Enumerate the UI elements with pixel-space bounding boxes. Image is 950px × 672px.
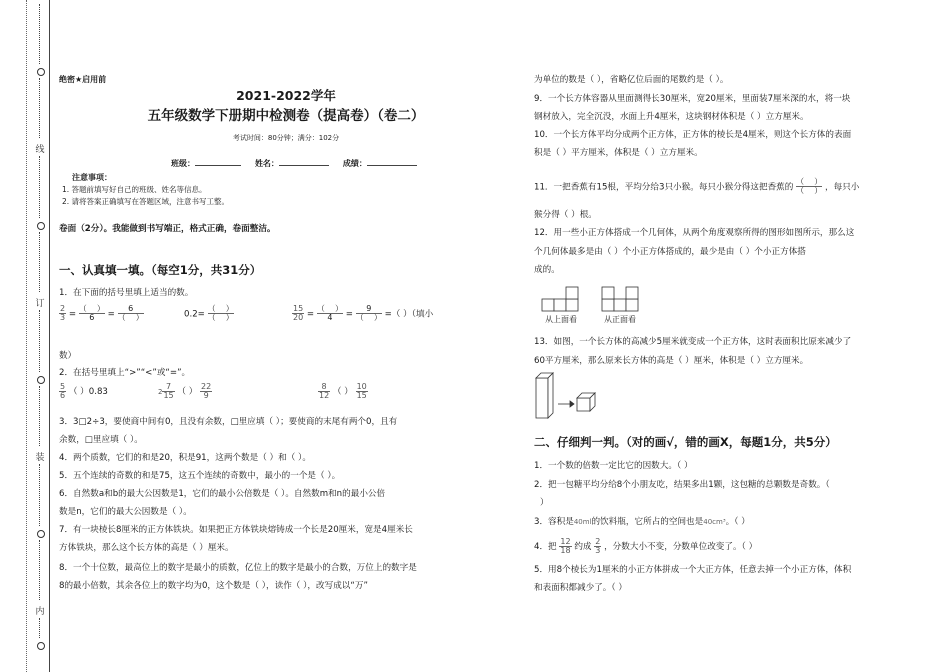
binding-dots <box>39 156 40 218</box>
q13-line1: 13．如图，一个长方体的高减少5厘米就变成一个正方体，这时表面积比原来减少了 <box>534 337 852 347</box>
j2-line1: 2．把一包糖平均分给8个小朋友吃，结果多出1颗，这包糖的总颗数是奇数。（ <box>534 480 830 490</box>
class-field[interactable] <box>195 165 241 166</box>
binding-dots <box>39 540 40 600</box>
q8-continued: 为单位的数是（ ），省略亿位后面的尾数约是（ ）。 <box>534 75 729 85</box>
arrow-icon <box>558 401 574 407</box>
binding-char-inner: 内 <box>35 607 45 617</box>
binding-circle <box>37 530 45 538</box>
exam-info: 考试时间：80分钟；满分：102分 <box>232 134 340 142</box>
j2-line2: ） <box>540 498 549 508</box>
q1-part-a: $\frac{2}{3}$ = （ ） 6 = 6 （ ） <box>60 304 144 323</box>
binding-circle <box>37 222 45 230</box>
q8-line1: 8．一个十位数，最高位上的数字是最小的质数，亿位上的数字是最小的合数，万位上的数字是 <box>59 563 417 573</box>
binding-circle <box>37 68 45 76</box>
binding-dots <box>39 464 40 526</box>
q7-line2: 方体铁块，那么这个长方体的高是（ ）厘米。 <box>59 543 234 553</box>
view-front-label: 从正面看 <box>604 315 636 324</box>
q12-line3: 成的。 <box>534 265 560 275</box>
j1: 1．一个数的倍数一定比它的因数大。（ ） <box>534 461 693 471</box>
name-field[interactable] <box>279 165 329 166</box>
q13-line2: 60平方厘米，那么原来长方体的高是（ ）厘米，体积是（ ）立方厘米。 <box>534 356 809 366</box>
binding-solid-line <box>49 0 50 672</box>
binding-circle <box>37 376 45 384</box>
binding-circle <box>37 642 45 650</box>
binding-margin <box>0 0 50 672</box>
section1-title: 一、认真填一填。（每空1分，共31分） <box>59 263 262 277</box>
q7-line1: 7．有一块棱长8厘米的正方体铁块。如果把正方体铁块熔铸成一个长是20厘米，宽是4厘米长 <box>59 525 413 535</box>
score-label: 成绩： <box>342 159 367 168</box>
q9-line1: 9．一个长方体容器从里面测得长30厘米，宽20厘米，里面装7厘米深的水，将一块 <box>534 94 851 104</box>
student-info-row <box>171 158 417 169</box>
binding-dotted-line <box>26 0 27 672</box>
q10-line2: 积是（ ）平方厘米，体积是（ ）立方厘米。 <box>534 148 703 158</box>
q3-line2: 余数，□里应填（ ）。 <box>59 435 143 445</box>
name-label: 姓名： <box>254 159 279 168</box>
q3-line1: 3．3□2÷3，要使商中间有0，且没有余数，□里应填（ ）；要使商的末尾有两个0，且有 <box>59 417 398 427</box>
binding-dots <box>39 78 40 138</box>
j5-line1: 5．用8个棱长为1厘米的小正方体拼成一个大正方体，任意去掉一个小正方体，体积 <box>534 565 852 575</box>
q2-part-b: 2 $\frac{7}{15}$ （ ） $\frac{22}{9}$ <box>158 382 212 400</box>
top-view-shape <box>542 287 578 311</box>
note-item: 2. 请将答案正确填写在答题区域，注意书写工整。 <box>62 197 230 206</box>
q12-line2: 个几何体最多是由（ ）个小正方体搭成的，最少是由（ ）个小正方体搭 <box>534 247 806 257</box>
exam-title: 五年级数学下册期中检测卷（提高卷）（卷二） <box>147 108 425 124</box>
binding-dots <box>39 618 40 638</box>
q2-stem: 2．在括号里填上“>”“<”或“=”。 <box>59 368 191 378</box>
q6-line2: 数是n，它们的最大公因数是（ ）。 <box>59 507 192 517</box>
secret-label: 绝密★启用前 <box>59 75 107 84</box>
q12-line1: 12．用一些小正方体搭成一个几何体，从两个角度观察所得的图形如图所示，那么这 <box>534 228 855 238</box>
q5: 5．五个连续的奇数的和是75，这五个连续的奇数中，最小的一个是（ ）。 <box>59 471 341 481</box>
j3: 3．容积是40ml的饮料瓶，它所占的空间也是40cm³。（ ） <box>534 517 750 527</box>
j4: 4．把 $\frac{12}{18}$ 约成 $\frac{2}{3}$ ，分数大小不变，分数单位改变了。（ ） <box>534 537 758 555</box>
q1-part-b: 0.2= （ ） （ ） <box>184 304 234 323</box>
q2-part-c: $\frac{8}{12}$ （ ） $\frac{10}{15}$ <box>319 382 367 400</box>
binding-dots <box>39 386 40 446</box>
view-top-label: 从上面看 <box>545 315 577 324</box>
q2-part-a: $\frac{5}{6}$ （ ）0.83 <box>60 382 108 400</box>
q1-stem: 1．在下面的括号里填上适当的数。 <box>59 288 194 298</box>
section2-title: 二、仔细判一判。（对的画√，错的画X，每题1分，共5分） <box>534 435 837 449</box>
cuboid-shape <box>536 373 553 418</box>
binding-dots <box>39 232 40 292</box>
note-item: 1. 答题前填写好自己的班级、姓名等信息。 <box>62 185 207 194</box>
j5-line2: 和表面积都减少了。（ ） <box>534 583 627 593</box>
q8-line2: 8的最小倍数，其余各位上的数字均为0，这个数是（ ），读作（ ），改写成以“万” <box>59 581 368 591</box>
year-title: 2021-2022学年 <box>236 88 336 103</box>
neatness-note: 卷面（2分）。我能做到书写端正，格式正确，卷面整洁。 <box>59 224 276 234</box>
binding-char-bind: 装 <box>35 453 45 463</box>
binding-char-order: 订 <box>35 299 45 309</box>
class-label: 班级： <box>171 159 195 168</box>
q4: 4．两个质数，它们的和是20，积是91，这两个数是（ ）和（ ）。 <box>59 453 311 463</box>
cuboid-to-cube-figure <box>532 370 604 420</box>
cube-views-figure <box>540 283 650 313</box>
front-view-shape <box>602 287 638 311</box>
q9-line2: 钢材放入，完全沉没，水面上升4厘米，这块钢材体积是（ ）立方厘米。 <box>534 112 809 122</box>
q1-tail: 数） <box>59 351 77 361</box>
q10-line1: 10．一个长方体平均分成两个正方体，正方体的棱长是4厘米，则这个长方体的表面 <box>534 130 852 140</box>
cube-shape <box>577 393 595 411</box>
score-field[interactable] <box>367 165 417 166</box>
binding-char-line: 线 <box>35 145 45 155</box>
q11-line1: 11．一把香蕉有15根，平均分给3只小猴。每只小猴分得这把香蕉的 （ ） （ ） ，每只小 <box>534 177 860 196</box>
notes-title: 注意事项： <box>72 173 112 182</box>
binding-dots <box>39 4 40 64</box>
binding-dots <box>39 310 40 372</box>
q6-line1: 6．自然数a和b的最大公因数是1，它们的最小公倍数是（ ）。自然数m和n的最小公倍 <box>59 489 386 499</box>
q11-line2: 猴分得（ ）根。 <box>534 210 597 220</box>
q1-part-c: $\frac{15}{20}$ = （ ） 4 = 9 （ ） =（ ）（填小 <box>293 304 434 323</box>
